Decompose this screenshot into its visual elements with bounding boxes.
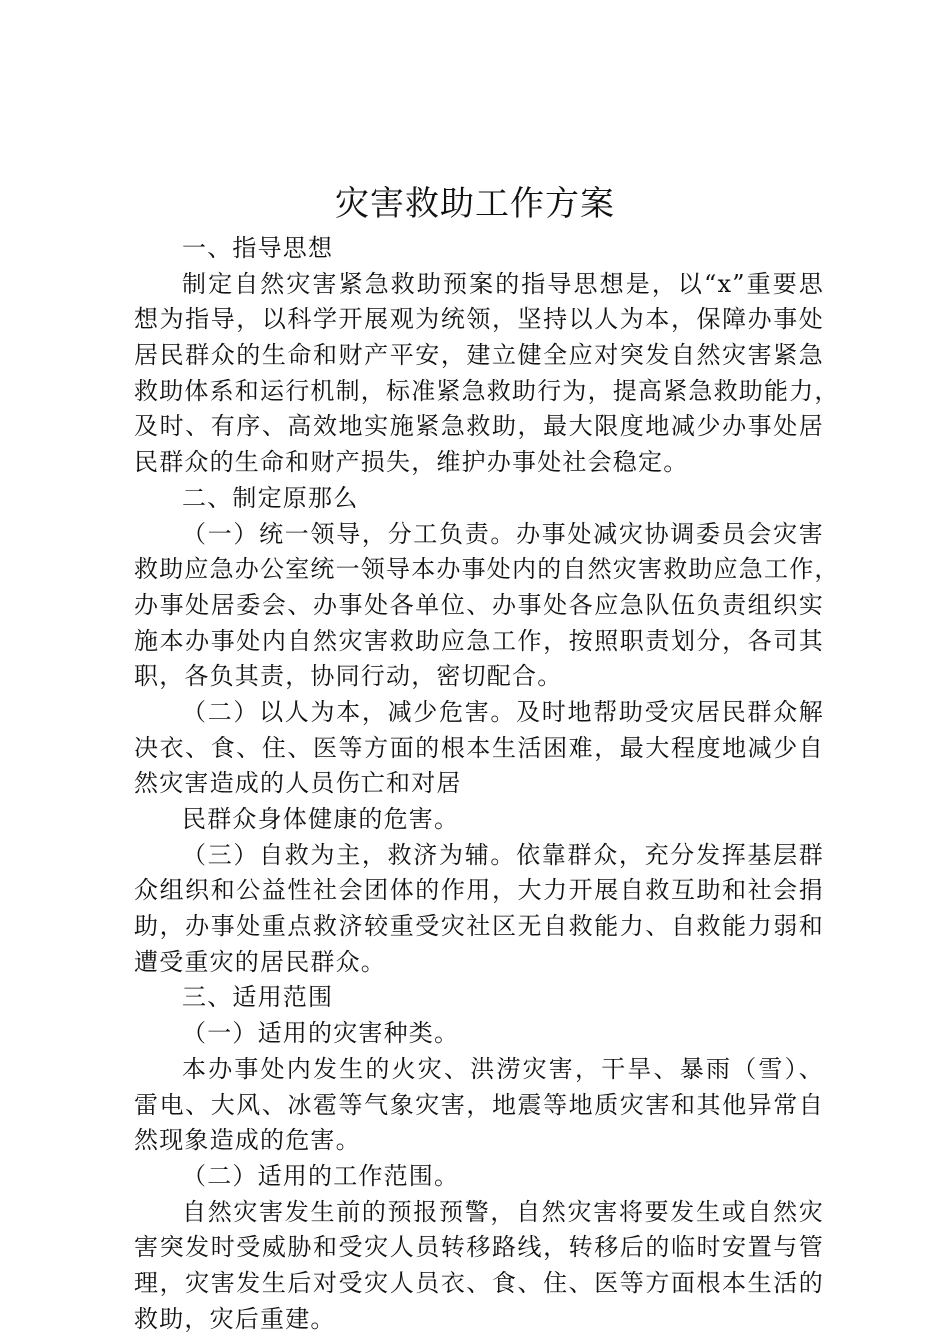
paragraph-line: 救助体系和运行机制，标准紧急救助行为，提高紧急救助能力， (134, 376, 840, 405)
paragraph-line: 众组织和公益性社会团体的作用，大力开展自救互助和社会捐 (134, 876, 824, 905)
paragraph-line: 办事处居委会、办事处各单位、办事处各应急队伍负责组织实 (134, 590, 824, 619)
document-body (134, 231, 840, 1337)
paragraph-line: 救助应急办公室统一领导本办事处内的自然灾害救助应急工作， (134, 555, 840, 584)
paragraph-line: 雷电、大风、冰雹等气象灾害，地震等地质灾害和其他异常自 (134, 1090, 824, 1119)
paragraph-line: 职，各负其责，协同行动，密切配合。 (134, 662, 563, 691)
document-title: 灾害救助工作方案 (335, 184, 615, 224)
paragraph-line: 制定自然灾害紧急救助预案的指导思想是，以“x”重要思 (182, 269, 824, 298)
paragraph-line: 本办事处内发生的火灾、洪涝灾害，干旱、暴雨（雪）、 (182, 1054, 824, 1083)
paragraph-line: 害突发时受威胁和受灾人员转移路线，转移后的临时安置与管 (134, 1233, 824, 1262)
paragraph-line: 决衣、食、住、医等方面的根本生活困难，最大程度地减少自 (134, 733, 824, 762)
paragraph-line: 想为指导，以科学开展观为统领，坚持以人为本，保障办事处 (134, 305, 824, 334)
paragraph-line: 助，办事处重点救济较重受灾社区无自救能力、自救能力弱和 (134, 912, 824, 941)
paragraph-line: 施本办事处内自然灾害救助应急工作，按照职责划分，各司其 (134, 626, 824, 655)
section-heading-2: 二、制定原那么 (182, 483, 359, 512)
paragraph-line: 然灾害造成的人员伤亡和对居 (134, 769, 462, 798)
paragraph-line: 遭受重灾的居民群众。 (134, 947, 386, 976)
paragraph-line: 然现象造成的危害。 (134, 1126, 361, 1155)
paragraph-line: 民群众的生命和财产损失，维护办事处社会稳定。 (134, 448, 689, 477)
subsection-heading: （一）适用的灾害种类。 (182, 1019, 460, 1048)
paragraph-line: 居民群众的生命和财产平安，建立健全应对突发自然灾害紧急 (134, 341, 824, 370)
section-heading-1: 一、指导思想 (182, 234, 334, 262)
subsection-heading: （二）适用的工作范围。 (182, 1161, 460, 1190)
paragraph-line: （三）自救为主，救济为辅。依靠群众，充分发挥基层群 (182, 840, 824, 869)
paragraph-line: 民群众身体健康的危害。 (182, 805, 460, 833)
paragraph-line: 救助，灾后重建。 (134, 1304, 336, 1333)
paragraph-line: （一）统一领导，分工负责。办事处减灾协调委员会灾害 (182, 519, 824, 548)
paragraph-line: 理，灾害发生后对受灾人员衣、食、住、医等方面根本生活的 (134, 1268, 824, 1297)
paragraph-line: 及时、有序、高效地实施紧急救助，最大限度地减少办事处居 (134, 412, 824, 441)
paragraph-line: 自然灾害发生前的预报预警，自然灾害将要发生或自然灾 (182, 1197, 824, 1226)
paragraph-line: （二）以人为本，减少危害。及时地帮助受灾居民群众解 (182, 697, 824, 726)
section-heading-3: 三、适用范围 (182, 983, 334, 1012)
